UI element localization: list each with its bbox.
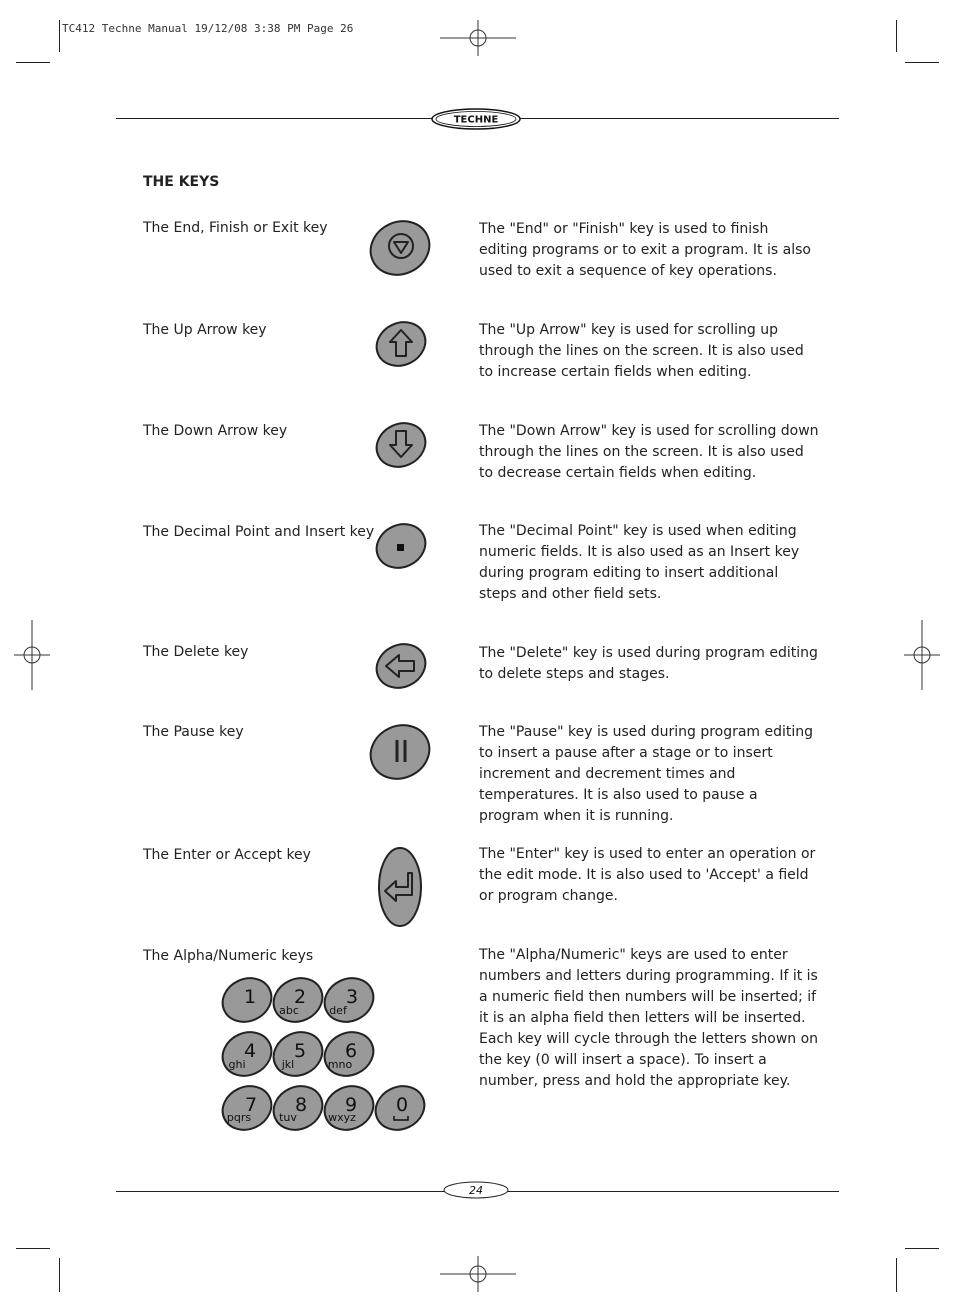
keypad-letters-5: jkl (281, 1058, 295, 1071)
key-desc-delete: The "Delete" key is used during program editing to delete steps and stages. (479, 645, 818, 682)
enter-key-icon (374, 845, 426, 929)
keypad-digit-1: 1 (243, 986, 257, 1008)
key-desc-up-arrow: The "Up Arrow" key is used for scrolling up through the lines on the screen. It is also used to increase certain fields when editing. (479, 322, 804, 380)
end-key-icon (366, 218, 434, 278)
keypad-digit-7: 7 (244, 1094, 258, 1116)
keypad-letters-8: tuv (279, 1111, 297, 1124)
up-arrow-key-icon (372, 318, 430, 370)
key-desc-enter: The "Enter" key is used to enter an operation or the edit mode. It is also used to 'Accept' a field or program change. (479, 846, 816, 904)
keypad-digit-6: 6 (344, 1040, 358, 1062)
key-desc-alphanumeric: The "Alpha/Numeric" keys are used to enter numbers and letters during programming. If it is a numeric field then numbers will be inserted; if it is an alpha field then letters will be inserted. Each key will cycle through the letters shown on the key (0 will insert a space). To insert a number, press and hold the appropriate key. (479, 947, 819, 1089)
logo-text: TECHNE (453, 114, 499, 126)
keypad-letters-4: ghi (228, 1058, 246, 1071)
keypad-letters-2: abc (279, 1004, 299, 1017)
key-desc-down-arrow: The "Down Arrow" key is used for scrolling down through the lines on the screen. It is also used to decrease certain fields when editing. (479, 423, 819, 481)
key-label-pause: The Pause key (143, 724, 244, 740)
keypad-digit-9: 9 (344, 1094, 358, 1116)
page-number-badge (443, 1181, 509, 1199)
decimal-point-key-icon (372, 520, 430, 572)
page-number: 24 (469, 1184, 483, 1197)
keypad-letters-6: mno (327, 1058, 353, 1071)
key-label-delete: The Delete key (143, 644, 249, 660)
delete-key-icon (372, 640, 430, 692)
print-info: TC412 Techne Manual 19/12/08 3:38 PM Page 26 (62, 22, 354, 35)
key-desc-end: The "End" or "Finish" key is used to finish editing programs or to exit a program. It is also used to exit a sequence of key operations. (479, 221, 811, 279)
registration-mark-top (440, 20, 516, 56)
key-desc-pause: The "Pause" key is used during program editing to insert a pause after a stage or to insert increment and decrement times and temperatures. It is also used to pause a program when it is running. (479, 724, 814, 824)
key-label-end: The End, Finish or Exit key (143, 220, 328, 236)
registration-mark-right (904, 620, 940, 690)
keypad-digit-3: 3 (345, 986, 359, 1008)
alphanumeric-keypad-icon (220, 975, 430, 1135)
registration-mark-bottom (440, 1256, 516, 1292)
keypad-digit-2: 2 (293, 986, 307, 1008)
key-label-up-arrow: The Up Arrow key (143, 322, 267, 338)
keypad-digit-8: 8 (294, 1094, 308, 1116)
keypad-letters-3: def (329, 1004, 347, 1017)
keypad-letters-9: wxyz (328, 1111, 356, 1124)
key-desc-decimal-point: The "Decimal Point" key is used when editing numeric fields. It is also used as an Insert key during program editing to insert additional steps and other field sets. (479, 523, 800, 602)
keypad-digit-5: 5 (293, 1040, 307, 1062)
key-label-decimal-point: The Decimal Point and Insert key (143, 524, 375, 540)
keypad-letters-7: pqrs (226, 1111, 252, 1124)
down-arrow-key-icon (372, 419, 430, 471)
pause-key-icon (366, 722, 434, 782)
section-title: THE KEYS (143, 174, 220, 190)
key-label-down-arrow: The Down Arrow key (143, 423, 288, 439)
registration-mark-left (14, 620, 50, 690)
key-label-alphanumeric: The Alpha/Numeric keys (143, 948, 314, 964)
keypad-digit-4: 4 (243, 1040, 257, 1062)
key-label-enter: The Enter or Accept key (143, 847, 311, 863)
keypad-digit-0: 0 (395, 1094, 409, 1116)
techne-logo (431, 108, 521, 130)
